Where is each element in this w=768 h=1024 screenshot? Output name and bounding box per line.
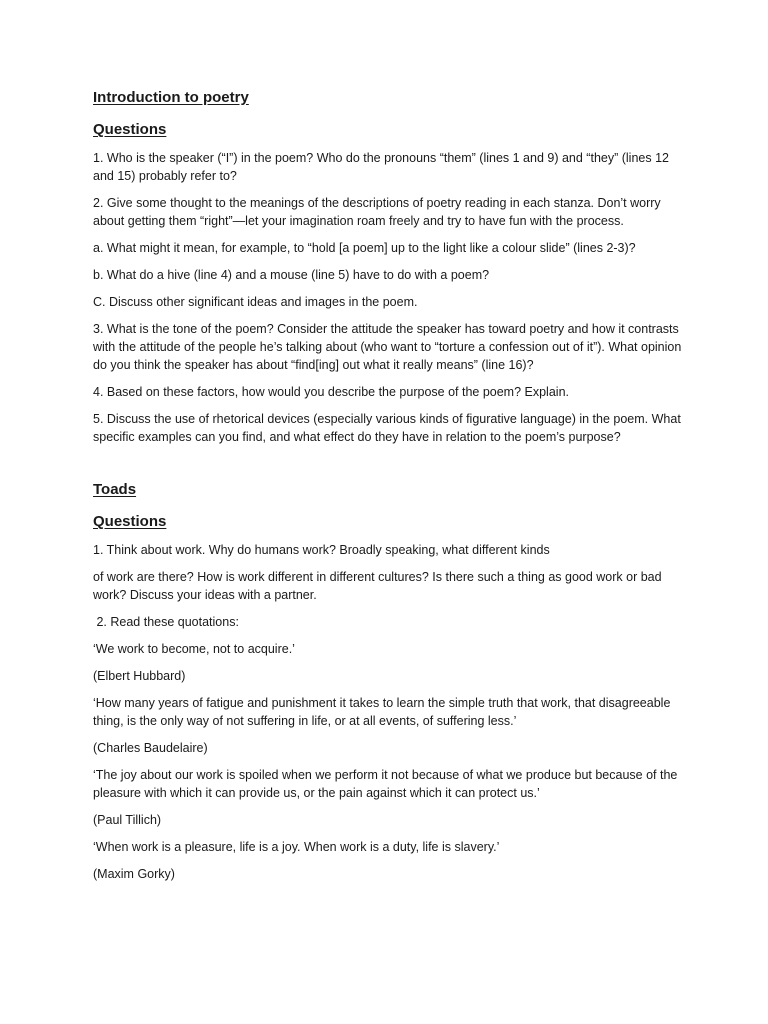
document-page [93, 88, 683, 892]
questions-heading: Questions [93, 513, 167, 530]
section-toads [93, 480, 683, 883]
section-title: Toads [93, 481, 137, 498]
question-paragraph: of work are there? How is work different in different cultures? Is there such a thing as good work or bad work? Discuss your ideas with a partner. [93, 570, 662, 602]
question-paragraph: C. Discuss other significant ideas and images in the poem. [93, 295, 418, 309]
section-title: Introduction to poetry [93, 89, 249, 106]
question-paragraph: 2. Give some thought to the meanings of the descriptions of poetry reading in each stanza. Don’t worry about getting them “right”—let your imagination roam freely and try to have fun with the process. [93, 196, 661, 228]
question-paragraph: a. What might it mean, for example, to “hold [a poem] up to the light like a colour slide” (lines 2-3)? [93, 241, 636, 255]
quotation: ‘How many years of fatigue and punishment it takes to learn the simple truth that work, that disagreeable thing, is the only way of not suffering in life, or at all events, of suffering less.’ [93, 696, 671, 728]
quotation: ‘The joy about our work is spoiled when we perform it not because of what we produce but because of the pleasure with which it can provide us, or the pain against which it can protect us.’ [93, 768, 678, 800]
question-paragraph: 5. Discuss the use of rhetorical devices (especially various kinds of figurative language) in the poem. What specific examples can you find, and what effect do they have in relation to the poem’s purpose? [93, 412, 681, 444]
section-introduction-to-poetry [93, 88, 683, 446]
questions-heading: Questions [93, 121, 167, 138]
quotation: ‘We work to become, not to acquire.’ [93, 642, 295, 656]
quotation-author: (Elbert Hubbard) [93, 669, 186, 683]
quotation-author: (Charles Baudelaire) [93, 741, 208, 755]
question-paragraph: 4. Based on these factors, how would you describe the purpose of the poem? Explain. [93, 385, 569, 399]
quotation: ‘When work is a pleasure, life is a joy. When work is a duty, life is slavery.’ [93, 840, 500, 854]
question-paragraph: 2. Read these quotations: [93, 615, 239, 629]
question-paragraph: 1. Think about work. Why do humans work? Broadly speaking, what different kinds [93, 543, 550, 557]
question-paragraph: 3. What is the tone of the poem? Consider the attitude the speaker has toward poetry and how it contrasts with the attitude of the people he’s talking about (who want to “torture a confession out of it”). What opinion do you think the speaker has about “find[ing] out what it really means” (line 16)? [93, 322, 682, 372]
quotation-author: (Maxim Gorky) [93, 867, 175, 881]
question-paragraph: 1. Who is the speaker (“I”) in the poem? Who do the pronouns “them” (lines 1 and 9) and “they” (lines 12 and 15) probably refer to? [93, 151, 669, 183]
quotation-author: (Paul Tillich) [93, 813, 162, 827]
question-paragraph: b. What do a hive (line 4) and a mouse (line 5) have to do with a poem? [93, 268, 490, 282]
